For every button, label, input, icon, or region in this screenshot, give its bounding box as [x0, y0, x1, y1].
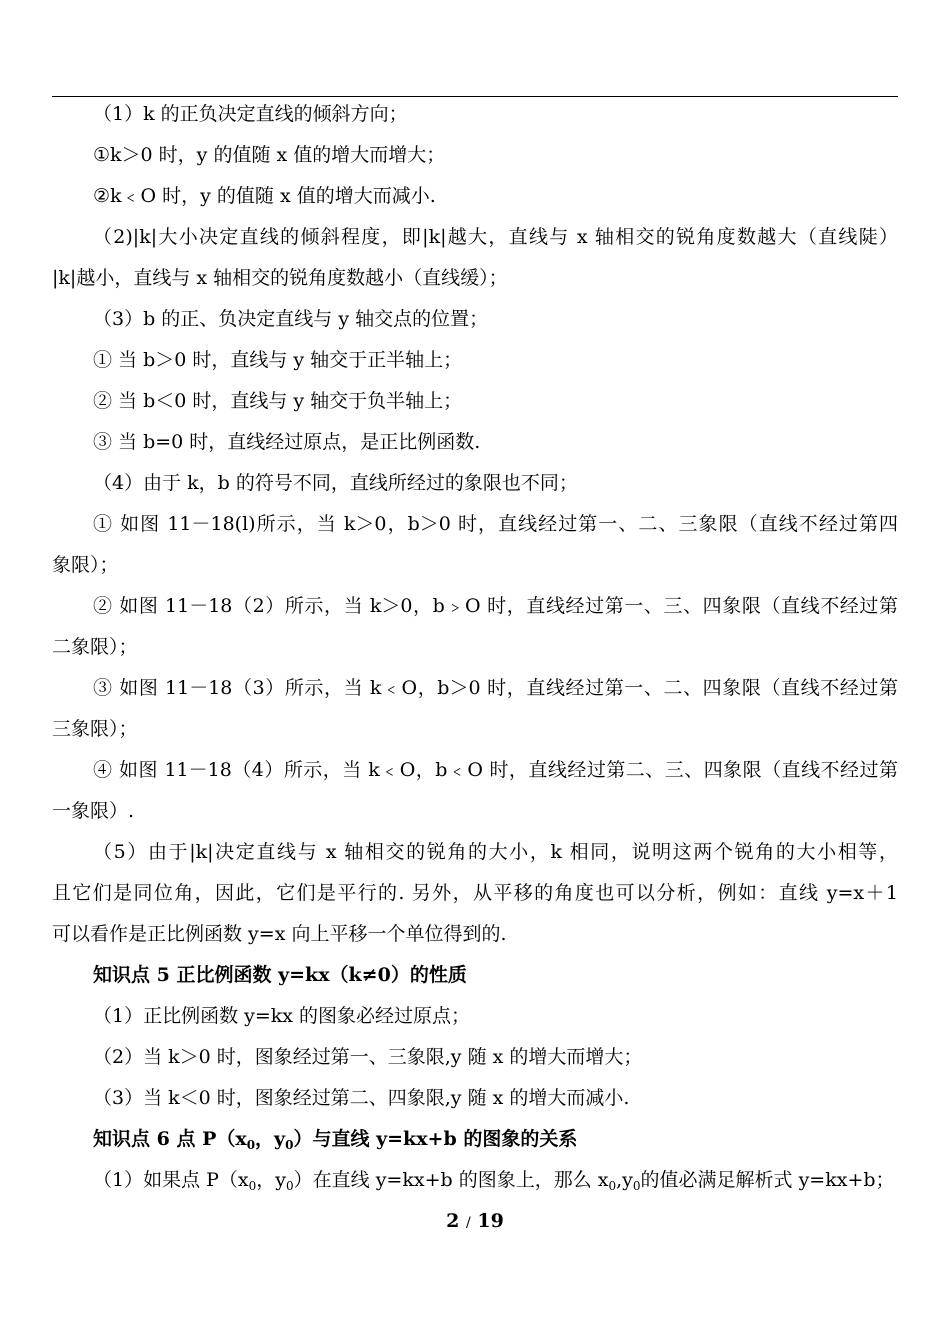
text-line: （5）由于|k|决定直线与 x 轴相交的锐角的大小，k 相同，说明这两个锐角的大小相等，	[93, 841, 898, 863]
text-line: ② 当 b＜0 时，直线与 y 轴交于负半轴上；	[93, 390, 463, 412]
text-line: ①k＞0 时，y 的值随 x 值的增大而增大；	[93, 144, 446, 166]
page-separator: /	[466, 1215, 471, 1231]
text-line: 可以看作是正比例函数 y=x 向上平移一个单位得到的.	[52, 923, 507, 945]
text-line: （1）如果点 $P(x_0$，$y_0$）在直线 y=kx+b 的图象上，那么 $x_0,y_0$的值必满足解析式 y=kx+b；	[93, 1169, 895, 1193]
text-line: （2）当 k＞0 时，图象经过第一、三象限,y 随 x 的增大而增大；	[93, 1046, 643, 1068]
text-line: （1）k 的正负决定直线的倾斜方向；	[93, 103, 408, 125]
text-line: ② 如图 11－18（2）所示，当 k＞0，b﹥O 时，直线经过第一、三、四象限（直线不经过第	[93, 595, 898, 617]
text-line: （2)|k|大小决定直线的倾斜程度，即|k|越大，直线与 x 轴相交的锐角度数越大（直线陡）	[93, 226, 898, 248]
header-rule	[52, 96, 898, 97]
total-pages: 19	[477, 1210, 504, 1232]
text-line: ④ 如图 11－18（4）所示，当 k﹤O，b﹤O 时，直线经过第二、三、四象限（直线不经过第	[93, 759, 898, 781]
text-line: （3）b 的正、负决定直线与 y 轴交点的位置；	[93, 308, 489, 330]
section-heading-6: 知识点 6 点 $P(x_0$，$y_0$）与直线 y=kx+b 的图象的关系	[93, 1128, 578, 1152]
text-line: （4）由于 k，b 的符号不同，直线所经过的象限也不同；	[93, 472, 578, 494]
text-line: 象限）；	[52, 554, 119, 576]
text-line: 且它们是同位角，因此，它们是平行的. 另外，从平移的角度也可以分析，例如：直线 y=x＋1	[52, 882, 898, 904]
text-line: 二象限）；	[52, 636, 138, 658]
text-line: 一象限）.	[52, 800, 135, 822]
page-number	[0, 1210, 950, 1232]
section-heading-5: 知识点 5 正比例函数 y=kx（k≠0）的性质	[93, 964, 467, 986]
text-line: ① 当 b＞0 时，直线与 y 轴交于正半轴上；	[93, 349, 463, 371]
text-line: ③ 当 b=0 时，直线经过原点，是正比例函数.	[93, 431, 481, 453]
text-line: ① 如图 11－18(l)所示，当 k＞0，b＞0 时，直线经过第一、二、三象限（直线不经过第四	[93, 513, 898, 535]
text-line: 三象限）；	[52, 718, 138, 740]
text-line: ③ 如图 11－18（3）所示，当 k﹤O，b＞0 时，直线经过第一、二、四象限（直线不经过第	[93, 677, 898, 699]
text-line: （3）当 k＜0 时，图象经过第二、四象限,y 随 x 的增大而减小.	[93, 1087, 630, 1109]
text-line: |k|越小，直线与 x 轴相交的锐角度数越小（直线缓）；	[52, 267, 508, 289]
current-page: 2	[446, 1210, 460, 1232]
text-line: ②k﹤O 时，y 的值随 x 值的增大而减小.	[93, 185, 436, 207]
text-line: （1）正比例函数 y=kx 的图象必经过原点；	[93, 1005, 471, 1027]
